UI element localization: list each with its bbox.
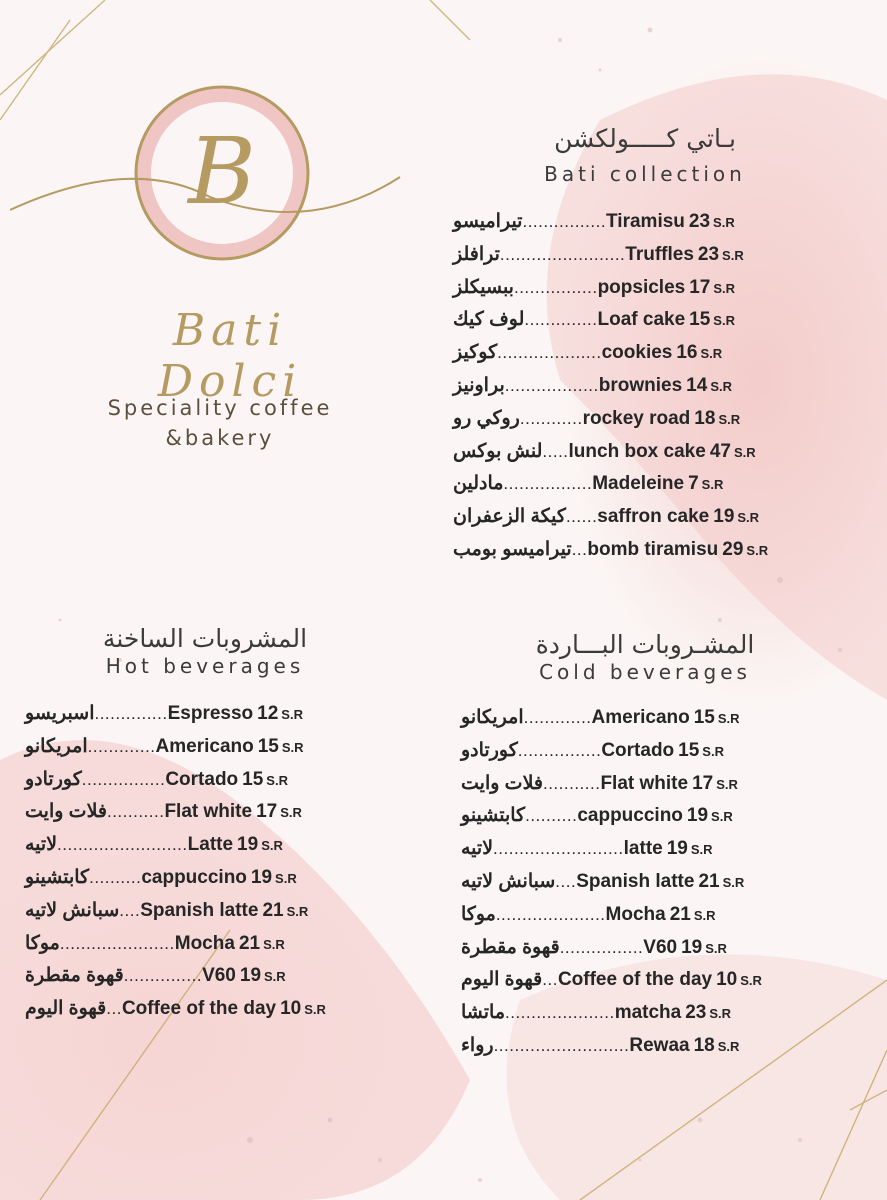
- item-leader-dots: ................: [513, 277, 598, 297]
- hot-menu-list: [25, 702, 425, 1030]
- item-name-en: brownies: [598, 374, 683, 396]
- item-currency: S.R: [275, 870, 297, 886]
- item-currency: S.R: [710, 378, 732, 394]
- item-leader-dots: ....................: [497, 343, 602, 363]
- item-name-en: lunch box cake: [568, 440, 706, 462]
- bati-title-en: Bati collection: [544, 162, 746, 186]
- cold-menu-list: [461, 706, 861, 1067]
- menu-item: [453, 210, 863, 243]
- item-currency: S.R: [281, 739, 304, 755]
- item-name-en: Spanish latte: [140, 899, 259, 921]
- item-name-en: cappuccino: [577, 805, 683, 827]
- menu-item: [461, 870, 861, 903]
- item-leader-dots: .............: [87, 736, 156, 756]
- item-price: 19: [666, 838, 688, 860]
- item-name-ar: ترافلز: [453, 243, 500, 265]
- item-name-ar: روكي رو: [453, 407, 520, 429]
- item-currency: S.R: [263, 936, 285, 952]
- menu-item: [453, 243, 863, 276]
- item-currency: S.R: [705, 940, 727, 956]
- menu-item: [461, 903, 861, 936]
- menu-item: [453, 276, 863, 309]
- item-currency: S.R: [266, 772, 288, 788]
- item-name-en: Truffles: [625, 243, 694, 265]
- item-currency: S.R: [746, 542, 769, 558]
- item-currency: S.R: [740, 973, 762, 989]
- item-name-en: bomb tiramisu: [587, 538, 719, 560]
- item-leader-dots: ...: [106, 999, 122, 1019]
- item-leader-dots: ....: [555, 871, 577, 891]
- item-currency: S.R: [286, 903, 309, 919]
- menu-item: [453, 374, 863, 407]
- item-leader-dots: ................: [517, 740, 602, 760]
- menu-item: [461, 837, 861, 870]
- item-leader-dots: ..............: [524, 310, 598, 330]
- cold-title-en: Cold beverages: [539, 660, 751, 684]
- item-name-ar: ببسيكلز: [453, 276, 514, 298]
- item-name-ar: لنش بوكس: [453, 440, 543, 462]
- item-leader-dots: .....: [542, 441, 569, 461]
- item-leader-dots: ..........: [525, 806, 578, 826]
- item-leader-dots: ................: [81, 769, 166, 789]
- item-leader-dots: ..........................: [493, 1035, 630, 1055]
- menu-item: [25, 833, 425, 866]
- item-name-en: Mocha: [605, 903, 666, 925]
- item-price: 15: [689, 309, 711, 331]
- item-name-ar: لوف كيك: [453, 309, 525, 331]
- item-name-ar: موكا: [25, 932, 60, 954]
- item-name-ar: اسبريسو: [25, 703, 95, 724]
- item-currency: S.R: [261, 838, 283, 854]
- item-leader-dots: .....................: [505, 1003, 615, 1023]
- menu-item: [453, 538, 863, 571]
- item-price: 7: [688, 473, 699, 495]
- item-currency: S.R: [718, 411, 741, 427]
- item-currency: S.R: [702, 743, 724, 759]
- item-name-en: Coffee of the day: [557, 969, 713, 991]
- item-leader-dots: ............: [519, 408, 583, 428]
- item-name-en: V60: [202, 965, 236, 987]
- menu-item: [25, 899, 425, 932]
- menu-item: [453, 472, 863, 505]
- item-leader-dots: .........................: [57, 835, 188, 855]
- bati-title-ar: بـاتي كـــــولكشن: [554, 124, 736, 153]
- item-name-ar: قهوة اليوم: [461, 969, 543, 991]
- item-price: 19: [713, 506, 735, 528]
- item-name-en: Flat white: [164, 801, 253, 823]
- item-leader-dots: ..................: [504, 375, 599, 395]
- item-currency: S.R: [722, 874, 745, 890]
- menu-item: [461, 1001, 861, 1034]
- item-currency: S.R: [713, 280, 736, 296]
- item-name-en: Flat white: [600, 772, 689, 794]
- menu-item: [25, 735, 425, 768]
- menu-item: [461, 706, 861, 739]
- item-currency: S.R: [722, 247, 744, 263]
- item-price: 19: [250, 866, 273, 888]
- item-leader-dots: .........................: [493, 839, 624, 859]
- item-price: 17: [692, 772, 714, 794]
- item-name-en: Coffee of the day: [121, 998, 277, 1020]
- item-name-ar: براونيز: [453, 374, 505, 396]
- menu-item: [453, 505, 863, 538]
- item-leader-dots: ................: [522, 212, 607, 231]
- item-name-ar: كابتشينو: [461, 805, 526, 827]
- item-name-en: Latte: [187, 834, 234, 856]
- item-name-en: rockey road: [582, 407, 691, 429]
- item-name-ar: سبانش لاتيه: [461, 870, 556, 892]
- item-currency: S.R: [264, 969, 286, 985]
- menu-item: [25, 964, 425, 997]
- item-price: 15: [678, 739, 700, 761]
- item-currency: S.R: [693, 907, 716, 923]
- item-name-ar: سبانش لاتيه: [25, 899, 120, 921]
- menu-item: [25, 768, 425, 801]
- logo-letter: B: [188, 118, 256, 225]
- item-currency: S.R: [711, 809, 733, 825]
- item-price: 19: [681, 936, 703, 958]
- item-price: 19: [237, 834, 259, 856]
- item-name-ar: امريكانو: [25, 735, 88, 757]
- brand-tagline-line2: &bakery: [165, 426, 275, 450]
- item-price: 21: [262, 899, 284, 921]
- item-price: 18: [693, 1034, 715, 1056]
- item-currency: S.R: [281, 707, 303, 722]
- menu-item: [25, 800, 425, 833]
- item-name-ar: تيراميسو: [453, 211, 523, 232]
- item-price: 10: [280, 998, 302, 1020]
- menu-item: [453, 440, 863, 473]
- item-name-ar: امريكانو: [461, 707, 524, 728]
- item-currency: S.R: [737, 510, 760, 526]
- item-name-ar: ماتشا: [461, 1002, 505, 1024]
- item-price: 29: [722, 538, 744, 560]
- item-leader-dots: ......: [565, 507, 598, 527]
- item-currency: S.R: [713, 215, 735, 230]
- menu-item: [461, 936, 861, 969]
- item-currency: S.R: [716, 776, 738, 792]
- menu-item: [453, 341, 863, 374]
- item-price: 10: [716, 969, 738, 991]
- item-leader-dots: ......................: [59, 933, 175, 953]
- item-name-en: Madeleine: [592, 473, 685, 495]
- item-name-en: Americano: [155, 735, 254, 757]
- item-price: 12: [257, 703, 279, 724]
- item-name-en: Mocha: [174, 932, 235, 954]
- menu-item: [25, 932, 425, 965]
- item-price: 17: [256, 801, 278, 823]
- menu-item: [453, 407, 863, 440]
- item-price: 23: [697, 243, 720, 265]
- item-name-ar: مادلين: [453, 473, 504, 495]
- item-currency: S.R: [700, 346, 723, 362]
- item-leader-dots: ..............: [94, 704, 168, 723]
- item-leader-dots: ...............: [123, 966, 203, 986]
- cold-title-ar: المشـروبات البـــاردة: [535, 630, 755, 659]
- item-leader-dots: ...........: [106, 802, 165, 822]
- item-price: 15: [257, 735, 279, 757]
- menu-item: [461, 772, 861, 805]
- item-name-en: matcha: [614, 1002, 682, 1024]
- item-name-ar: كورتادو: [25, 768, 82, 790]
- menu-item: [461, 804, 861, 837]
- item-price: 21: [698, 870, 720, 892]
- item-name-ar: موكا: [461, 903, 496, 925]
- item-name-ar: كوكيز: [453, 342, 498, 364]
- item-name-en: Cortado: [601, 739, 675, 761]
- item-currency: S.R: [304, 1002, 326, 1018]
- item-name-ar: لاتيه: [25, 834, 58, 856]
- item-name-en: Tiramisu: [606, 211, 685, 232]
- item-price: 14: [686, 374, 708, 396]
- item-currency: S.R: [733, 444, 756, 460]
- menu-item: [461, 1034, 861, 1067]
- item-name-en: Espresso: [167, 703, 254, 724]
- item-name-en: Cortado: [165, 768, 239, 790]
- item-name-en: cookies: [601, 342, 673, 364]
- item-name-ar: قهوة مقطرة: [25, 965, 124, 987]
- item-leader-dots: ................: [559, 937, 644, 957]
- item-name-ar: فلات وايت: [461, 772, 543, 794]
- menu-item: [461, 739, 861, 772]
- item-name-en: V60: [643, 936, 678, 958]
- item-currency: S.R: [717, 711, 740, 726]
- item-leader-dots: .....................: [495, 904, 606, 924]
- item-currency: S.R: [280, 805, 302, 821]
- item-name-en: Rewaa: [629, 1034, 690, 1056]
- item-price: 21: [238, 932, 261, 954]
- item-currency: S.R: [709, 1006, 732, 1022]
- item-name-en: popsicles: [597, 276, 686, 298]
- item-price: 19: [239, 965, 262, 987]
- item-leader-dots: ...: [571, 539, 588, 559]
- item-currency: S.R: [713, 313, 735, 329]
- menu-item: [453, 308, 863, 341]
- item-name-ar: رواء: [461, 1034, 494, 1056]
- item-price: 17: [689, 276, 711, 298]
- item-name-ar: قهوة مقطرة: [461, 936, 560, 958]
- item-price: 23: [688, 211, 711, 232]
- menu-item: [25, 997, 425, 1030]
- item-price: 16: [676, 342, 698, 364]
- hot-title-en: Hot beverages: [105, 654, 305, 678]
- item-name-ar: قهوة اليوم: [25, 998, 107, 1020]
- item-name-en: Spanish latte: [576, 870, 695, 892]
- bati-menu-list: [453, 210, 863, 571]
- item-currency: S.R: [701, 477, 724, 493]
- item-price: 18: [694, 407, 716, 429]
- item-name-ar: لاتيه: [461, 838, 494, 860]
- item-leader-dots: ....: [119, 900, 141, 920]
- menu-item: [25, 702, 425, 735]
- item-leader-dots: ...........: [542, 773, 601, 793]
- item-name-en: Loaf cake: [597, 309, 686, 331]
- item-name-en: Americano: [591, 707, 690, 728]
- item-price: 15: [242, 768, 264, 790]
- item-currency: S.R: [717, 1038, 740, 1054]
- item-price: 47: [709, 440, 731, 462]
- item-currency: S.R: [690, 842, 713, 858]
- item-price: 23: [685, 1002, 707, 1024]
- item-leader-dots: ..........: [89, 867, 142, 887]
- item-name-ar: كابتشينو: [25, 866, 90, 888]
- item-name-ar: تيراميسو بومب: [453, 538, 572, 560]
- item-leader-dots: .................: [503, 474, 593, 494]
- item-name-ar: فلات وايت: [25, 801, 107, 823]
- item-name-en: latte: [623, 838, 663, 860]
- menu-item: [25, 866, 425, 899]
- item-leader-dots: ........................: [499, 244, 626, 264]
- hot-title-ar: المشروبات الساخنة: [102, 624, 308, 653]
- brand-tagline-line1: Speciality coffee: [107, 396, 333, 420]
- item-name-ar: كورتادو: [461, 739, 518, 761]
- item-leader-dots: .............: [523, 708, 592, 727]
- item-name-ar: كيكة الزعفران: [453, 506, 566, 528]
- menu-item: [461, 968, 861, 1001]
- item-price: 21: [669, 903, 691, 925]
- brand-name: Bati Dolci: [157, 305, 303, 407]
- item-name-en: saffron cake: [597, 506, 710, 528]
- item-leader-dots: ...: [542, 970, 558, 990]
- item-price: 15: [693, 707, 715, 728]
- item-price: 19: [686, 805, 709, 827]
- item-name-en: cappuccino: [141, 866, 247, 888]
